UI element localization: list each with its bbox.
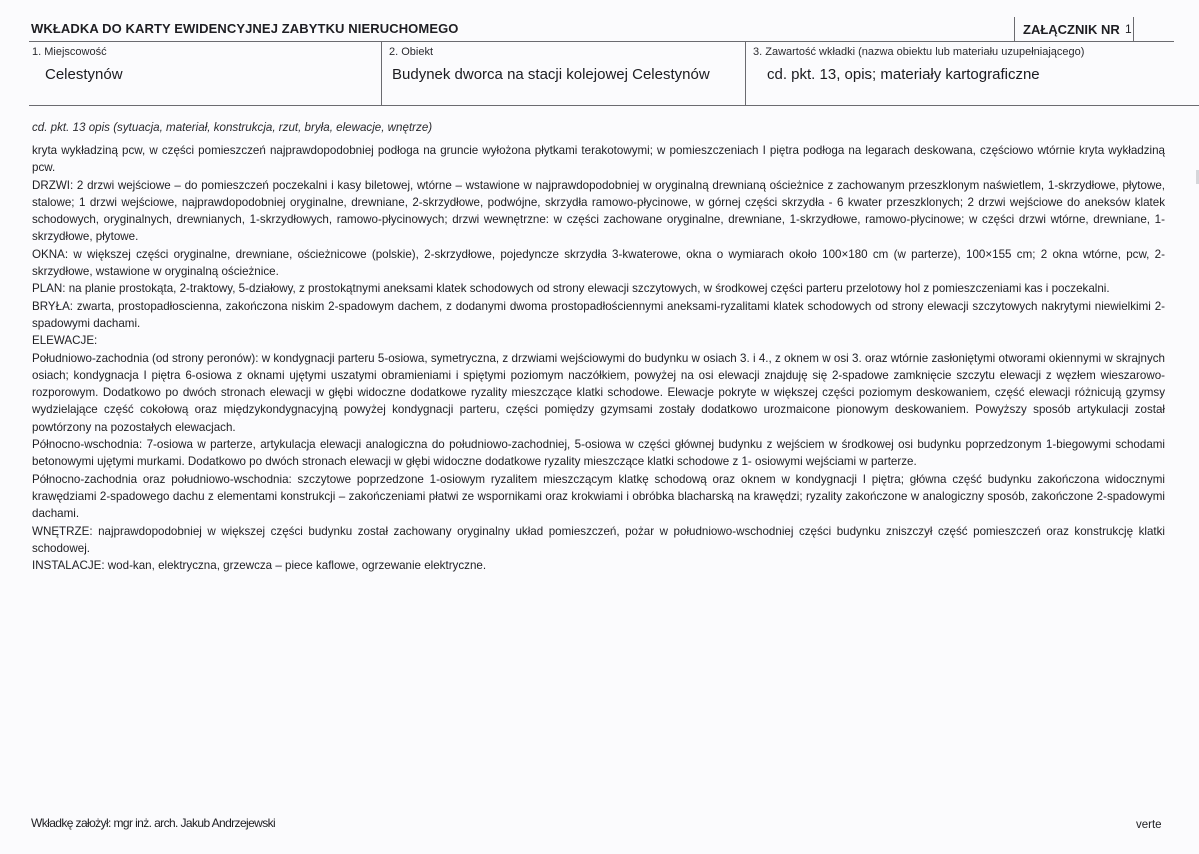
description-body (32, 142, 1165, 574)
annex-label: ZAŁĄCZNIK NR (1023, 22, 1120, 37)
verte-note: verte (1136, 819, 1162, 831)
contents-cell (745, 41, 1199, 105)
object-cell (381, 41, 746, 105)
object-value: Budynek dworca na stacji kolejowej Celestynów (392, 66, 710, 83)
paragraph-floors: kryta wykładziną pcw, w części pomieszczeń najprawdopodobniej podłoga na gruncie wyłożona płytkami terakotowymi; w pomieszczeniach I piętra podłoga na legarach deskowana, częściowo wtórnie kryta wykładziną pcw. (32, 144, 1165, 175)
object-label: 2. Obiekt (389, 46, 434, 58)
header-row (29, 17, 1174, 42)
paragraph-windows: OKNA: w większej części oryginalne, drewniane, ościeżnicowe (polskie), 2-skrzydłowe, pojedyncze skrzydła 3-kwaterowe, okna o wymiarach około 100×180 cm (w parterze), 100×155 cm; 2 okna wtórne, pcw, 2-skrzydłowe, wstawione w oryginalną ościeżnice. (32, 247, 1165, 279)
contents-label: 3. Zawartość wkładki (nazwa obiektu lub materiału uzupełniającego) (753, 46, 1085, 58)
paragraph-interior: WNĘTRZE: najprawdopodobniej w większej części budynku został zachowany oryginalny układ pomieszczeń, pożar w południowo-wschodniej części budynku zniszczył część pomieszczeń oraz konstrukcję klatki schodowej. (32, 524, 1165, 555)
paragraph-elevation-northeast: Północno-wschodnia: 7-osiowa w parterze, artykulacja elewacji analogiczna do południowo-zachodniej, 5-osiowa w części głównej budynku z wejściem w środkowej osi budynku poprzedzonym 1-biegowymi schodami betonowymi ujętymi murkami. Dodatkowo po dwóch stronach elewacji w głębi widoczne dodatkowe ryzality mieszczące klatki schodowe z 1- osiowymi wejściami w parterze. (32, 438, 1165, 469)
contents-value: cd. pkt. 13, opis; materiały kartograficzne (767, 66, 1040, 83)
paragraph-mass: BRYŁA: zwarta, prostopadłoscienna, zakończona niskim 2-spadowym dachem, z dodanymi dwoma prostopadłościennymi aneksami-ryzalitami klatek schodowych od strony elewacji szczytowych nakrytymi niewielkimi 2- spadowymi dachami. (32, 299, 1165, 330)
annex-number: 1 (1125, 22, 1132, 36)
author-note: Wkładkę założył: mgr inż. arch. Jakub Andrzejewski (31, 816, 276, 830)
paragraph-installations: INSTALACJE: wod-kan, elektryczna, grzewcza – piece kaflowe, ogrzewanie elektryczne. (32, 559, 487, 573)
locality-cell (29, 41, 381, 105)
annex-box (1014, 17, 1134, 41)
paragraph-doors: DRZWI: 2 drzwi wejściowe – do pomieszczeń poczekalni i kasy biletowej, wtórne – wstawione w najprawdopodobniej w oryginalną drewnianą ościeżnice z zachowanym przeszklonym naświetlem, 1-skrzydłowe, płytowe, stalowe; 1 drzwi wejściowe, najprawdopodobniej oryginalne, drewniane, 2-skrzydłowe, podwójne, skrzydła ramowo-płycinowe, w górnej części skrzydła - 6 kwater przeszklonych; 2 drzwi wejściowe do aneksów klatek schodowych, oryginalnych, drewnianych, 1-skrzydłowych, ramowo-płycinowych; drzwi wewnętrzne: w części zachowane oryginalne, drewniane, 1-skrzydłowe, ramowo-płycinowe; w części drzwi wtórne, drewniane, 1-skrzydłowe, płytowe. (32, 178, 1165, 244)
section-subtitle: cd. pkt. 13 opis (sytuacja, materiał, konstrukcja, rzut, bryła, elewacje, wnętrze) (32, 121, 433, 134)
locality-label: 1. Miejscowość (32, 46, 107, 58)
paragraph-elevation-gables: Północno-zachodnia oraz południowo-wschodnia: szczytowe poprzedzone 1-osiowym ryzalitem mieszczącym klatkę schodową oraz oknem w kondygnacji I piętra; główna część budynku zakończona widocznymi krawędziami 2-spadowego dachu z elementami konstrukcji – zakończeniami płatwi ze wspornikami oraz krokwiami i obróbka blacharską na krawędzi; ryzality zakończone w analogiczny sposób, zakończone 2-spadowymi dachami. (32, 472, 1165, 521)
document-title: WKŁADKA DO KARTY EWIDENCYJNEJ ZABYTKU NIERUCHOMEGO (31, 21, 459, 36)
info-row (29, 41, 1199, 106)
paragraph-elevations-heading: ELEWACJE: (32, 334, 98, 348)
paragraph-plan: PLAN: na planie prostokąta, 2-traktowy, 5-działowy, z prostokątnymi aneksami klatek schodowych od strony elewacji szczytowych, w środkowej części parteru przelotowy hol z pomieszczeniami kas i poczekalni. (32, 282, 1110, 296)
paragraph-elevation-southwest: Południowo-zachodnia (od strony peronów): w kondygnacji parteru 5-osiowa, symetryczna, z drzwiami wejściowymi do budynku w osiach 3. i 4., z oknem w osi 3. oraz wtórnie zasłoniętymi otworami okiennymi w skrajnych osiach; kondygnacja I piętra 6-osiowa z oknami ujętymi uszatymi obramieniami i spiętymi poziomym naczółkiem, powyżej na osi elewacji znajduję się 2-spadowe zamknięcie szczytu elewacji z węzłem wieszarowo-rozporowym. Dodatkowo po dwóch stronach elewacji w głębi widoczne dodatkowe ryzality mieszczące klatki schodowe. Elewacje pokryte w większej części poziomym deskowaniem, część elewacji różnicują gzymsy wydzielające część cokołową oraz międzykondygnacyjną powyżej kondygnacji parteru, części pomiędzy gzymsami zostały dodatkowo urozmaicone pionowym deskowaniem. Powyższy sposób artykulacji został powtórzony na pozostałych elewacjach. (32, 351, 1165, 434)
locality-value: Celestynów (45, 66, 123, 83)
